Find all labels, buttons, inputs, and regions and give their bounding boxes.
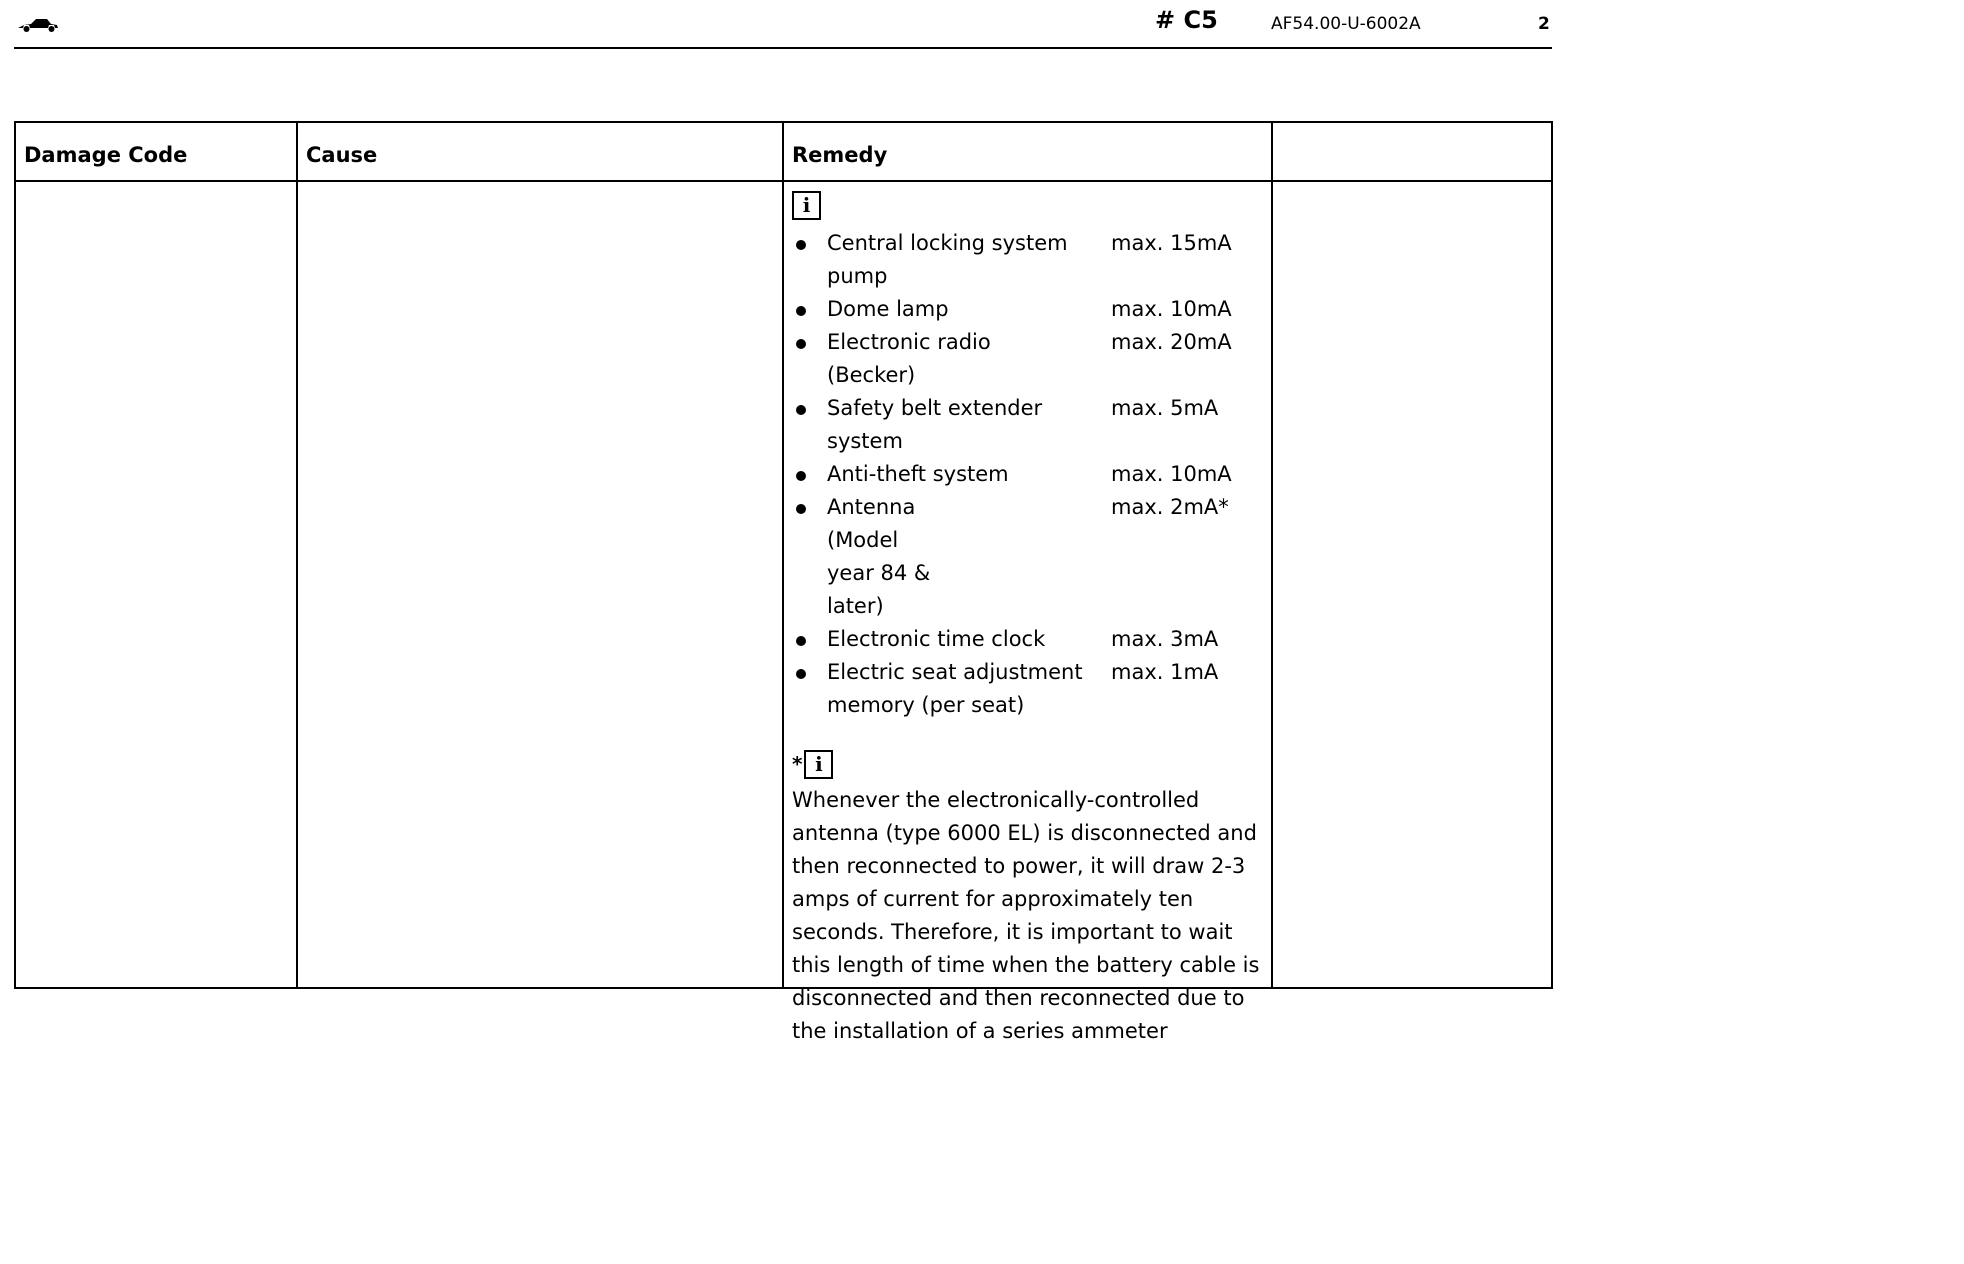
bullet-icon bbox=[796, 504, 806, 514]
list-item bbox=[792, 491, 1274, 623]
item-value: max. 2mA* bbox=[1111, 495, 1229, 519]
item-value: max. 10mA bbox=[1111, 297, 1232, 321]
column-divider bbox=[782, 123, 784, 987]
remedy-cell bbox=[792, 189, 1274, 1048]
list-item bbox=[792, 458, 1274, 491]
bullet-icon bbox=[796, 405, 806, 415]
bullet-icon bbox=[796, 339, 806, 349]
page-header bbox=[0, 0, 1568, 50]
item-label: Electronic radio (Becker) bbox=[827, 330, 991, 387]
list-item bbox=[792, 392, 1274, 458]
info-icon: i bbox=[804, 750, 833, 779]
item-label: Electronic time clock bbox=[827, 627, 1046, 651]
item-label: Dome lamp bbox=[827, 297, 949, 321]
item-value: max. 20mA bbox=[1111, 330, 1232, 354]
item-value: max. 1mA bbox=[1111, 660, 1219, 684]
section-code: # C5 bbox=[1155, 6, 1218, 34]
column-header-cause: Cause bbox=[306, 143, 378, 167]
damage-table bbox=[14, 121, 1553, 1043]
item-value: max. 10mA bbox=[1111, 462, 1232, 486]
list-item bbox=[792, 326, 1274, 392]
item-label: Safety belt extender system bbox=[827, 396, 1043, 453]
column-divider bbox=[296, 123, 298, 987]
item-label: Central locking system pump bbox=[827, 231, 1068, 288]
item-value: max. 15mA bbox=[1111, 231, 1232, 255]
page-number: 2 bbox=[1538, 14, 1550, 34]
item-label: Electric seat adjustment memory (per seat) bbox=[827, 660, 1083, 717]
bullet-icon bbox=[796, 240, 806, 250]
bullet-icon bbox=[796, 306, 806, 316]
document-number: AF54.00-U-6002A bbox=[1271, 14, 1421, 34]
info-icon: i bbox=[792, 191, 821, 220]
item-value: max. 3mA bbox=[1111, 627, 1219, 651]
list-item bbox=[792, 227, 1274, 293]
asterisk: * bbox=[792, 751, 803, 776]
footnote-text: Whenever the electronically-controlled antenna (type 6000 EL) is disconnected and then reconnected to power, it will draw 2-3 amps of current for approximately ten seconds. Therefore, it is important to wait this length of time when the battery cable is disconnected and then reconnected due to the installation of a series ammeter bbox=[792, 788, 1260, 1043]
list-item bbox=[792, 623, 1274, 656]
bullet-icon bbox=[796, 471, 806, 481]
bullet-icon bbox=[796, 669, 806, 679]
item-label: Antenna (Model year 84 & later) bbox=[827, 495, 931, 618]
header-divider bbox=[14, 47, 1552, 49]
list-item bbox=[792, 656, 1274, 722]
list-item bbox=[792, 293, 1274, 326]
item-value: max. 5mA bbox=[1111, 396, 1219, 420]
footnote-marker bbox=[792, 746, 1274, 782]
bullet-icon bbox=[796, 636, 806, 646]
column-header-remedy: Remedy bbox=[792, 143, 888, 167]
item-label: Anti-theft system bbox=[827, 462, 1009, 486]
car-icon bbox=[16, 16, 60, 34]
column-header-damage-code: Damage Code bbox=[24, 143, 188, 167]
